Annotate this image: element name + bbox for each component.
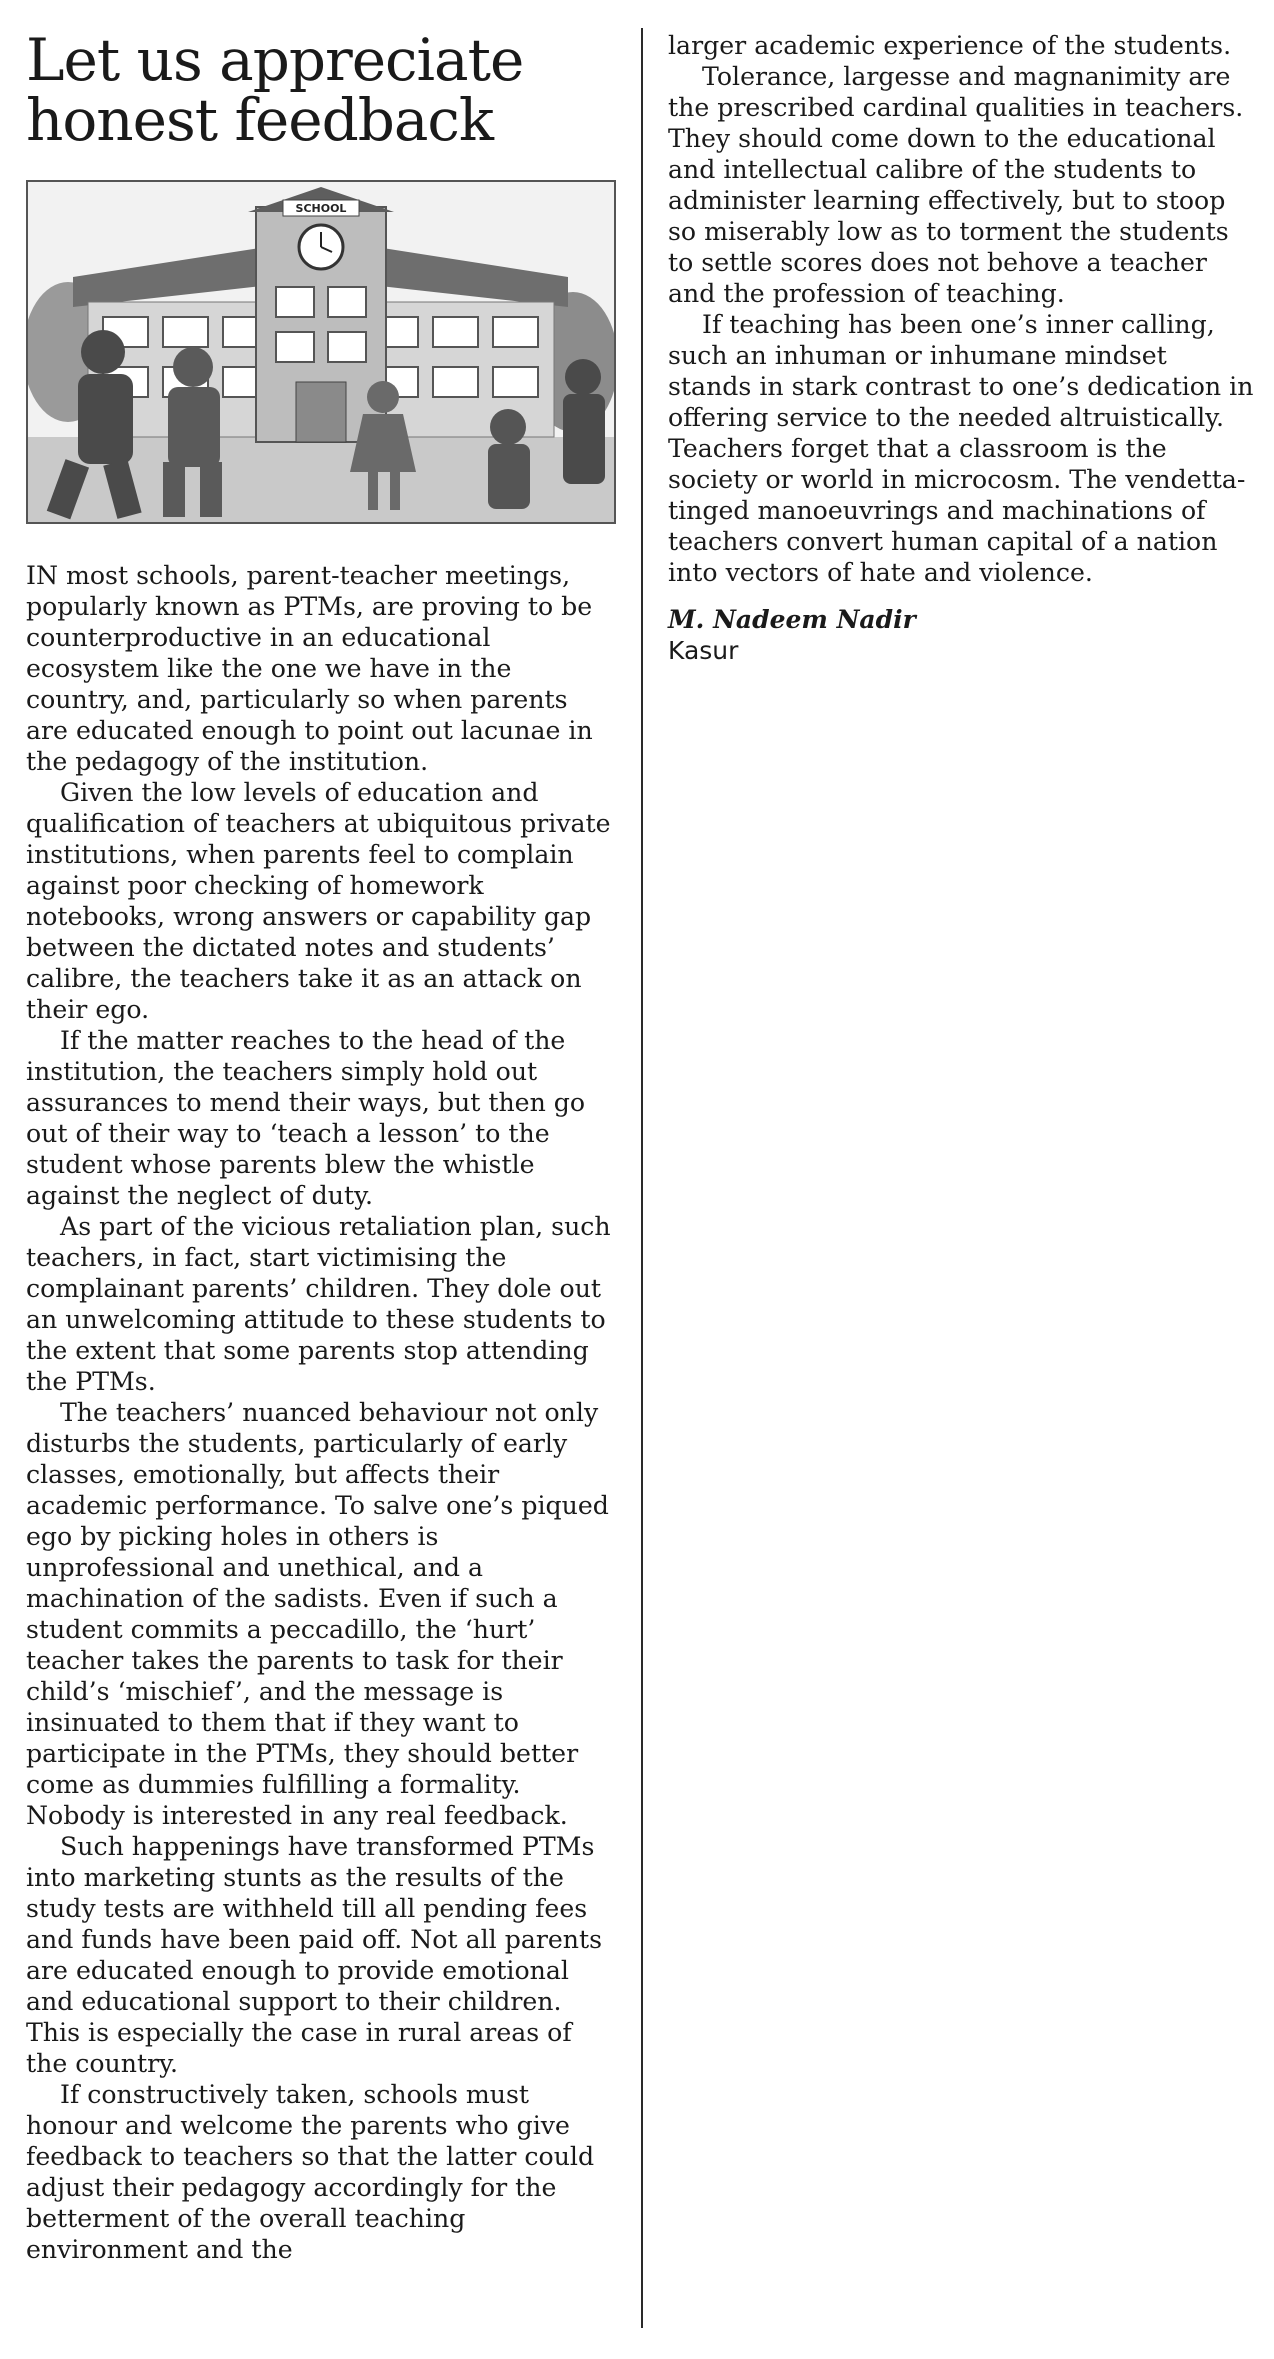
school-building-illustration [28,182,614,522]
left-column [26,26,616,2265]
author-name: M. Nadeem Nadir [668,605,916,634]
school-illustration [26,180,616,524]
headline: Let us appreciate honest feedback [26,26,524,154]
paragraph: If constructively taken, schools must honour and welcome the parents who give feedback to teachers so that the latter could adjust their pedagogy accordingly for the betterment of the overall teaching environment and the [26,2080,595,2264]
article-body-left [26,560,616,2265]
school-sign: SCHOOL [295,202,347,215]
column-divider [641,28,643,2328]
paragraph: If the matter reaches to the head of the institution, the teachers simply hold out assurances to mend their ways, but then go out of their way to ‘teach a lesson’ to the student whose parents blew the whistle against the neglect of duty. [26,1026,586,1210]
paragraph: larger academic experience of the students. [668,31,1232,60]
paragraph: Given the low levels of education and qualification of teachers at ubiquitous private institutions, when parents feel to complain against poor checking of homework notebooks, wrong answers or capability gap between the dictated notes and students’ calibre, the teachers take it as an attack on their ego. [26,778,611,1024]
paragraph: As part of the vicious retaliation plan, such teachers, in fact, start victimising the complainant parents’ children. They dole out an unwelcoming attitude to these students to the extent that some parents stop attending the PTMs. [26,1212,611,1396]
paragraph: Tolerance, largesse and magnanimity are the prescribed cardinal qualities in teachers. They should come down to the educational and intellectual calibre of the students to administer learning effectively, but to stoop so miserably low as to torment the students to settle scores does not behove a teacher and the profession of teaching. [668,62,1244,308]
author-location: Kasur [668,636,739,665]
paragraph: If teaching has been one’s inner calling, such an inhuman or inhumane mindset stands in stark contrast to one’s dedication in offering service to the needed altruistically. Teachers forget that a classroom is the society or world in microcosm. The vendetta-tinged manoeuvrings and machinations of teachers convert human capital of a nation into vectors of hate and violence. [668,310,1254,587]
paragraph: Such happenings have transformed PTMs into marketing stunts as the results of the study tests are withheld till all pending fees and funds have been paid off. Not all parents are educated enough to provide emotional and educational support to their children. This is especially the case in rural areas of the country. [26,1832,603,2078]
paragraph: The teachers’ nuanced behaviour not only disturbs the students, particularly of early classes, emotionally, but affects their academic performance. To salve one’s piqued ego by picking holes in others is unprofessional and unethical, and a machination of the sadists. Even if such a student commits a peccadillo, the ‘hurt’ teacher takes the parents to task for their child’s ‘mischief’, and the message is insinuated to them that if they want to participate in the PTMs, they should better come as dummies fulfilling a formality. Nobody is interested in any real feedback. [26,1398,609,1830]
paragraph: IN most schools, parent-teacher meetings, popularly known as PTMs, are proving to be counterproductive in an educational ecosystem like the one we have in the country, and, particularly so when parents are educated enough to point out lacunae in the pedagogy of the institution. [26,561,593,776]
right-column [668,30,1258,666]
